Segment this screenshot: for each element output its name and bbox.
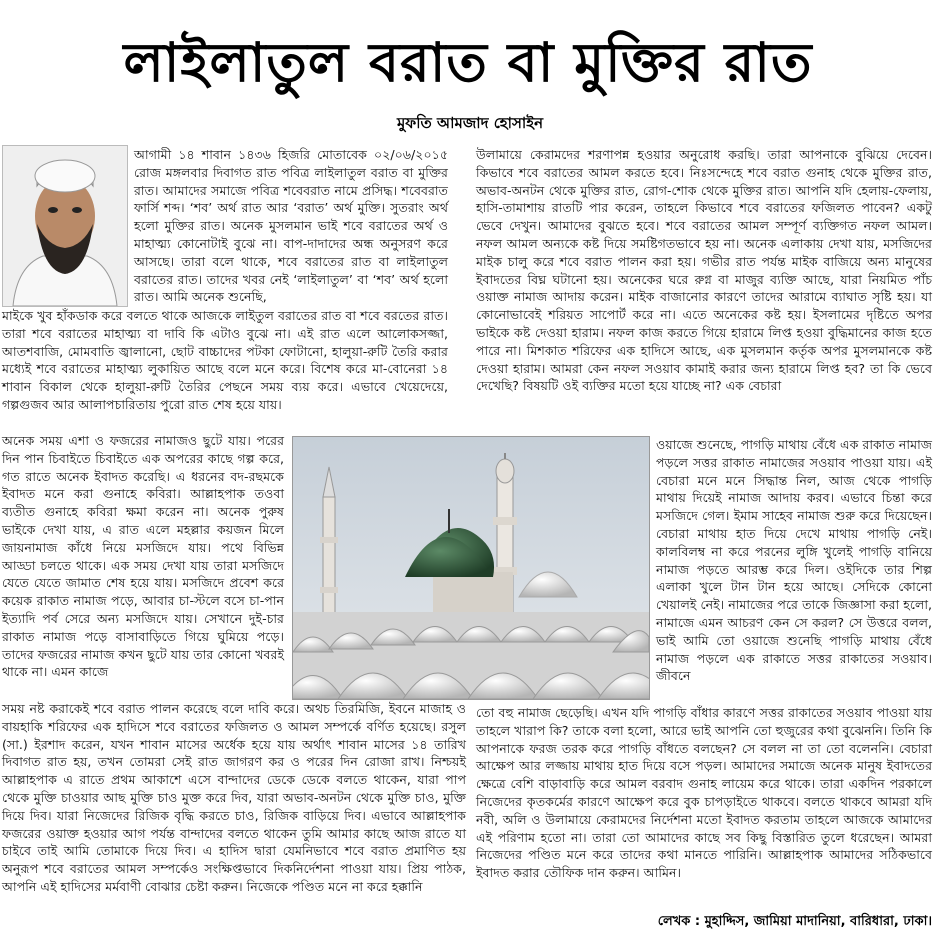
mosque-photo (292, 436, 650, 700)
author-portrait (2, 145, 128, 307)
mosque-image (293, 437, 649, 699)
paragraph-story: ওয়াজে শুনেছে, পাগড়ি মাথায় বেঁধে এক রাকাত নামাজ পড়লে সত্তর রাকাত নামাজের সওয়াব পাওয়া যায়। এই বেচারা মনে মনে সিদ্ধান্ত নিল, আজ থেকে পাগড়ি মাথায় দিয়েই নামাজ আদায় করব। এভাবে চিন্তা করে মসজিদে গেল। ইমাম সাহেব নামাজ শুরু করে দিয়েছেন। বেচারা মাথায় হাত দিয়ে দেখে মাথায় পাগড়ি নেই। কালবিলম্ব না করে পরনের লুঙ্গি খুলেই পাগড়ি বানিয়ে নামাজ পড়তে আরম্ভ করে দিল। ওইদিকে তার শিল্প এলাকা খুলে টান টান হয়ে আছে। সেদিকে কোনো খেয়ালই নেই। নামাজের পরে তাকে জিজ্ঞাসা করা হলো, নামাজে এমন আচরণ কেন সে করল? সে উত্তরে বলল, ভাই আমি তো ওয়াজে শুনেছি পাগড়ি মাথায় বেঁধে নামাজ পড়লে এক রাকাতে সত্তর রাকাতের সওয়াব। জীবনে (656, 437, 932, 684)
paragraph-celebration: মাইকে খুব হাঁকডাক করে বলতে থাকে আজকে লাইতুল বরাতের রাত বা শবে বরতের রাত। তারা শবে বরাতের মাহাত্ম্য বা দাবি কি এটাও বুঝে না। এই রাত এলে আলোকসজ্জা, আতশবাজি, মোমবাতি জ্বালানো, ছোট বাচ্চাদের পটকা ফোটানো, হালুয়া-রুটি তৈরি করার মধ্যেই শবে বরাতের মাহাত্ম্য লুকায়িত আছে বলে মনে করে। বিশেষ করে মা-বোনেরা ১৪ শাবান বিকাল থেকে হালুয়া-রুটি তৈরির পেছনে সময় ব্যয় করে। এভাবে খেয়েদেয়ে, গল্পগুজব আর আলাপচারিতায় পুরো রাত শেষ হয়ে যায়। (2, 308, 448, 412)
author-name: মুফতি আমজাদ হোসাইন (396, 114, 544, 132)
paragraph-conclusion: তো বহু নামাজ ছেড়েছি। এখন যদি পাগড়ি বাঁধার কারণে সত্তর রাকাতের সওয়াব পাওয়া যায় তাহলে খারাপ কি? তাকে বলা হলো, আরে ভাই আপনি তো হুজুরের কথা বুঝেননি। তিনি কি আপনাকে ফরজ তরক করে পাগড়ি বাঁধতে বলছেন? সে বলল না তা তো বলেননি। বেচারা আক্ষেপ আর লজ্জায় মাথায় হাত দিয়ে বসে পড়ল। আমাদের সমাজে অনেক মানুষ ইবাদতের ক্ষেত্রে বেশি বাড়াবাড়ি করে আমল বরবাদ গুনাহ লায়েম করে থাকে। তারা একদিন পরকালে নিজেদের কৃতকর্মের কারণে আক্ষেপ করে বুক চাপড়াইতে থাকবে। বলতে থাকবে আমরা যদি নবী, অলি ও উলামায়ে কেরামদের নির্দেশনা মতো ইবাদত করতাম তাহলে আজকে আমাদের এই পরিণাম হতো না। তারা তো আমাদের কাছে সব কিছু বিস্তারিত তুলে ধরেছেন। আমরা নিজেদের পণ্ডিত মনে করে তাদের কথা মানতে পারিনি। আল্লাহপাক আমাদের সঠিকভাবে ইবাদত করার তৌফিক দান করুন। আমিন। (476, 705, 932, 881)
paragraph-guidance: উলামায়ে কেরামদের শরণাপন্ন হওয়ার অনুরোধ করছি। তারা আপনাকে বুঝিয়ে দেবেন। কিভাবে শবে বরাতের আমল করতে হবে। নিঃসন্দেহে শবে বরাত গুনাহ থেকে মুক্তির রাত, অভাব-অনটন থেকে মুক্তির রাত, রোগ-শোক থেকে মুক্তির রাত। আপনি যদি হেলায়-ফেলায়, হাসি-তামাশায় রাতটি পার করেন, তাহলে কিভাবে শবে বরাতের ফজিলত পাবেন? একটু ভেবে দেখুন। আমাদের বুঝতে হবে। শবে বরাতের আমল সম্পূর্ণ ব্যক্তিগত নফল আমল। নফল আমল অন্যকে কষ্ট দিয়ে সমষ্টিগতভাবে হয় না। অনেক এলাকায় দেখা যায়, মসজিদের মাইক চালু করে শবে বরাত পালন করা হয়। গভীর রাত পর্যন্ত মাইক বাজিয়ে অন্য মানুষের ইবাদতের বিঘ্ন ঘটানো হয়। অনেকের ঘরে রুগ্ন বা মাজুর ব্যক্তি আছে, যারা নিয়মিত পাঁচ ওয়াক্ত নামাজ আদায় করেন। মাইক বাজানোর কারণে তাদের আরামে ব্যাঘাত সৃষ্টি হয়। যা কোনোভাবেই শরিয়ত সাপোর্ট করে না। এতে অনেকের কষ্ট হয়। ইসলামের দৃষ্টিতে অপর ভাইকে কষ্ট দেওয়া হারাম। নফল কাজ করতে গিয়ে হারামে লিপ্ত হওয়া বুদ্ধিমানের কাজ হতে পারে না। মিশকাত শরিফের এক হাদিসে আছে, এক মুসলমান কর্তৃক অপর মুসলমানকে কষ্ট দেওয়া হারাম। আমরা কেন নফল সওয়াব কামাই করার জন্য হারামে লিপ্ত হব? তা কি ভেবে দেখেছি? বিষয়টি ওই ব্যক্তির মতো হয়ে যাচ্ছে না? এক বেচারা (476, 147, 932, 394)
author-byline: লেখক : মুহাদ্দিস, জামিয়া মাদানিয়া, বারিধারা, ঢাকা। (657, 914, 932, 929)
paragraph-intro: আগামী ১৪ শাবান ১৪৩৬ হিজরি মোতাবেক ০২/০৬/২০১৫ রোজ মঙ্গলবার দিবাগত রাত পবিত্র লাইলাতুল বরাত বা মুক্তির রাত। আমাদের সমাজে পবিত্র শবেবরাত নামে প্রসিদ্ধ। শবেবরাত ফার্সি শব্দ। ‘শব’ অর্থ রাত আর ‘বরাত’ অর্থ মুক্তি। সুতরাং অর্থ হলো মুক্তির রাত। অনেক মুসলমান ভাই শবে বরাতের অর্থ ও মাহাত্ম্য কোনোটাই বুঝে না। বাপ-দাদাদের অন্ধ অনুসরণ করে আসছে। তারা বলে থাকে, শবে বরাতের রাত বা লাইলাতুল বরাতের রাত। তাদের খবর নেই ‘লাইলাতুল’ বা ‘শব’ অর্থ হলো রাত। আমি অনেক শুনেছি, (134, 147, 448, 305)
paragraph-mosque: অনেক সময় এশা ও ফজরের নামাজও ছুটে যায়। পরের দিন পান চিবাইতে চিবাইতে এক অপরের কাছে গল্প করে, গত রাতে অনেক ইবাদত করেছি। এ ধরনের বদ-রছমকে ইবাদত মনে করা গুনাহে কবিরা। আল্লাহপাক তওবা ব্যতীত গুনাহে কবিরা ক্ষমা করেন না। অনেক পুরুষ ভাইকে দেখা যায়, এ রাত এলে মহল্লার কয়জন মিলে জায়নামাজ কাঁধে নিয়ে মসজিদে যায়। পথে বিভিন্ন আড্ডা চলতে থাকে। এক সময় দেখা যায় তারা মসজিদে যেতে যেতে জামাত শেষ হয়ে যায়। মসজিদে প্রবেশ করে কয়েক রাকাত নামাজ পড়ে, আবার চা-স্টলে বসে চা-পান ইত্যাদি পর্ব সেরে অন্য মসজিদে যায়। সেখানে দুই-চার রাকাত নামাজ পড়ে বাসাবাড়িতে গিয়ে ঘুমিয়ে পড়ে। তাদের ফজরের নামাজ কখন ছুটে যায় তার কোনো খবরই থাকে না। এমন কাজে (2, 433, 284, 680)
headline: লাইলাতুল বরাত বা মুক্তির রাত (123, 31, 813, 94)
paragraph-hadith: সময় নষ্ট করাকেই শবে বরাত পালন করেছে বলে দাবি করে। অথচ তিরমিজি, ইবনে মাজাহ ও বায়হাকি শরিফের এক হাদিসে শবে বরাতের ফজিলত ও আমল সম্পর্কে বর্ণিত হয়েছে। রসুল (সা.) ইরশাদ করেন, যখন শাবান মাসের অর্ধেক হয়ে যায় অর্থাৎ শাবান মাসের ১৪ তারিখ দিবাগত রাত হয়, তখন তোমরা সেই রাত জাগরণ কর ও পরের দিন রোজা রাখ। নিশ্চয়ই আল্লাহপাক এ রাতে প্রথম আকাশে এসে বান্দাদের ডেকে ডেকে বলতে থাকেন, যারা পাপ থেকে মুক্তি চাওয়ার আছ মুক্তি চাও মুক্ত করে দিব, যারা অভাব-অনটন থেকে মুক্তি চাও, মুক্তি দিয়ে দিব। যারা নিজেদের রিজিক বৃদ্ধি করতে চাও, রিজিক বাড়িয়ে দিব। এভাবে আল্লাহপাক ফজরের ওয়াক্ত হওয়ার আগ পর্যন্ত বান্দাদের বলতে থাকেন তুমি আমার কাছে আজ রাতে যা চাইবে তাই আমি তোমাকে দিয়ে দিব। এ হাদিস দ্বারা যেমনিভাবে শবে বরাত প্রমাণিত হয় অনুরূপ শবে বরাতের আমল সম্পর্কেও সংক্ষিপ্তভাবে দিকনির্দেশনা পাওয়া যায়। প্রিয় পাঠক, আপনি এই হাদিসের মর্মবাণী বোঝার চেষ্টা করুন। নিজেকে পণ্ডিত মনে না করে হক্কানি (2, 701, 466, 894)
author-portrait-image (3, 146, 127, 306)
